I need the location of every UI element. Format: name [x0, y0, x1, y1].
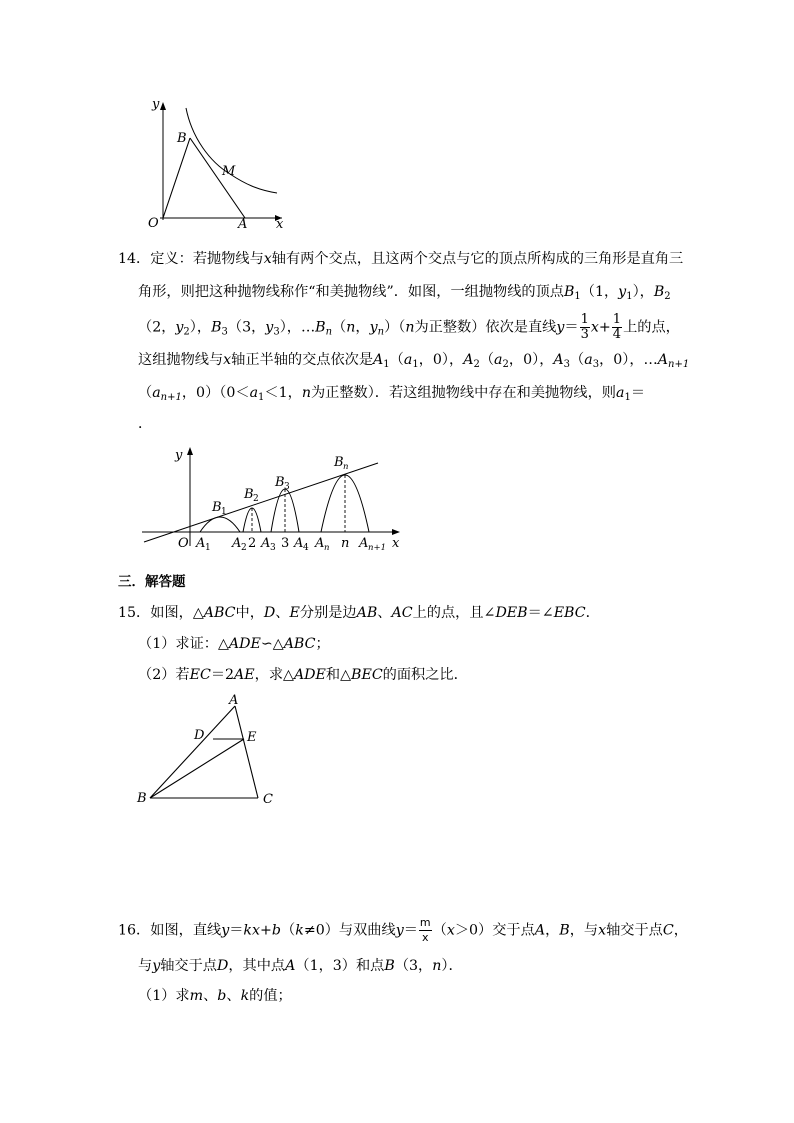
label-b: B: [177, 131, 187, 146]
label-a: A: [238, 217, 248, 232]
svg-text:A: A: [359, 536, 369, 551]
svg-text:n+1: n+1: [368, 543, 387, 553]
svg-text:n: n: [324, 543, 330, 553]
q15-part-1: （1）求证：△ADE∽△ABC；: [138, 636, 330, 652]
svg-text:B: B: [334, 455, 344, 470]
tick-3: 3: [281, 536, 290, 551]
label-a3: [260, 536, 276, 553]
q14-line-2: 角形，则把这种抛物线称作“和美抛物线”．如图，一组抛物线的顶点$B_1(1$，$y_1$），$B_2$: [138, 284, 671, 302]
figure-q15: [130, 690, 280, 810]
svg-text:2: 2: [241, 543, 247, 553]
q14-line-3: （2，$y_2$），$B_3(3$，$y_3$），$\dots B_n(n$，$y_n)(n$为正整数）依次是直线y＝ $\frac{1}{3}$ x+ $\frac{1}{4}$ 上的点，: [138, 312, 680, 342]
label-an1: [358, 536, 386, 553]
parabola-1: [200, 517, 240, 532]
svg-text:B: B: [212, 500, 222, 515]
q14-line-1: 14．定义：若抛物线与x轴有两个交点，且这两个交点与它的顶点所构成的三角形是直角三: [118, 251, 684, 267]
side-ab: [150, 706, 235, 798]
q15-part-2: （2）若EC＝2AE，求△ADE和△BEC的面积之比．: [138, 667, 468, 683]
svg-text:B: B: [244, 487, 254, 502]
svg-text:1: 1: [205, 543, 211, 553]
svg-text:n: n: [343, 462, 349, 472]
svg-text:3: 3: [270, 543, 276, 553]
label-y: y: [152, 97, 160, 112]
label-b2: [243, 487, 259, 504]
svg-text:A: A: [261, 536, 271, 551]
y-arrow-icon: [160, 102, 166, 110]
segment-ob: [163, 138, 190, 218]
label-b1: [211, 500, 227, 517]
fraction-one-third: $\frac{1}{3}$: [580, 312, 589, 342]
label-b3: [274, 475, 290, 492]
label-o: O: [178, 536, 189, 551]
fraction-m-over-x: $\frac{m}{x}$: [419, 916, 431, 944]
label-d: D: [194, 728, 205, 743]
y-arrow-icon: [187, 447, 193, 455]
svg-text:A: A: [315, 536, 325, 551]
label-x: x: [276, 217, 284, 232]
label-c: C: [263, 792, 273, 807]
label-x: x: [392, 536, 400, 551]
parabola-n: [321, 475, 369, 532]
label-a2: [231, 536, 247, 553]
hyperbola-curve: [186, 108, 277, 193]
tick-n: n: [341, 536, 350, 551]
label-y: y: [175, 448, 183, 463]
q14-line-5: （$a_{n+1}$，$0)(0<a_1<1$，n为正整数）．若这组抛物线中存在和美抛物线，则$a_1=$: [138, 385, 646, 403]
label-e: E: [247, 730, 257, 745]
svg-text:1: 1: [221, 507, 227, 517]
q16-part-1: （1）求m、b、k的值；: [138, 988, 292, 1004]
label-a4: [293, 536, 309, 553]
fraction-one-quarter: $\frac{1}{4}$: [612, 312, 622, 342]
svg-text:A: A: [232, 536, 242, 551]
label-bn: [333, 455, 348, 472]
tick-2: 2: [248, 536, 257, 551]
svg-text:2: 2: [253, 494, 259, 504]
label-o: O: [148, 216, 159, 231]
q16-line-2: 与y轴交于点D，其中点A（1，3）和点B（3，n）．: [138, 958, 463, 974]
x-arrow-icon: [392, 529, 400, 535]
label-a: A: [229, 693, 239, 708]
figure-q14: [140, 442, 410, 554]
svg-text:3: 3: [284, 482, 290, 492]
label-m: M: [222, 164, 236, 179]
q14-line-4: 这组抛物线与x轴正半轴的交点依次是$A_1(a_1$，0），$A_2(a_2$，0），$A_3(a_3$，0），$\dots A_{n+1}$: [138, 352, 690, 370]
q16-line-1: 16．如图，直线y＝kx+b（k≠0）与双曲线y＝ $\frac{m}{x}$ （x＞0）交于点A，B，与x轴交于点C，: [118, 916, 688, 944]
figure-q13: [130, 90, 290, 235]
svg-text:4: 4: [303, 543, 309, 553]
svg-text:B: B: [275, 475, 285, 490]
section-heading: 三．解答题: [118, 574, 186, 590]
q14-answer-blank: ．: [138, 416, 153, 432]
q15-line-1: 15．如图，△ABC中，D、E分别是边AB、AC上的点，且∠DEB＝∠EBC．: [118, 605, 600, 621]
label-an: [314, 536, 329, 553]
label-a1: [195, 536, 211, 553]
svg-text:A: A: [196, 536, 206, 551]
svg-text:A: A: [294, 536, 304, 551]
label-b: B: [137, 791, 147, 806]
side-ac: [235, 706, 258, 798]
